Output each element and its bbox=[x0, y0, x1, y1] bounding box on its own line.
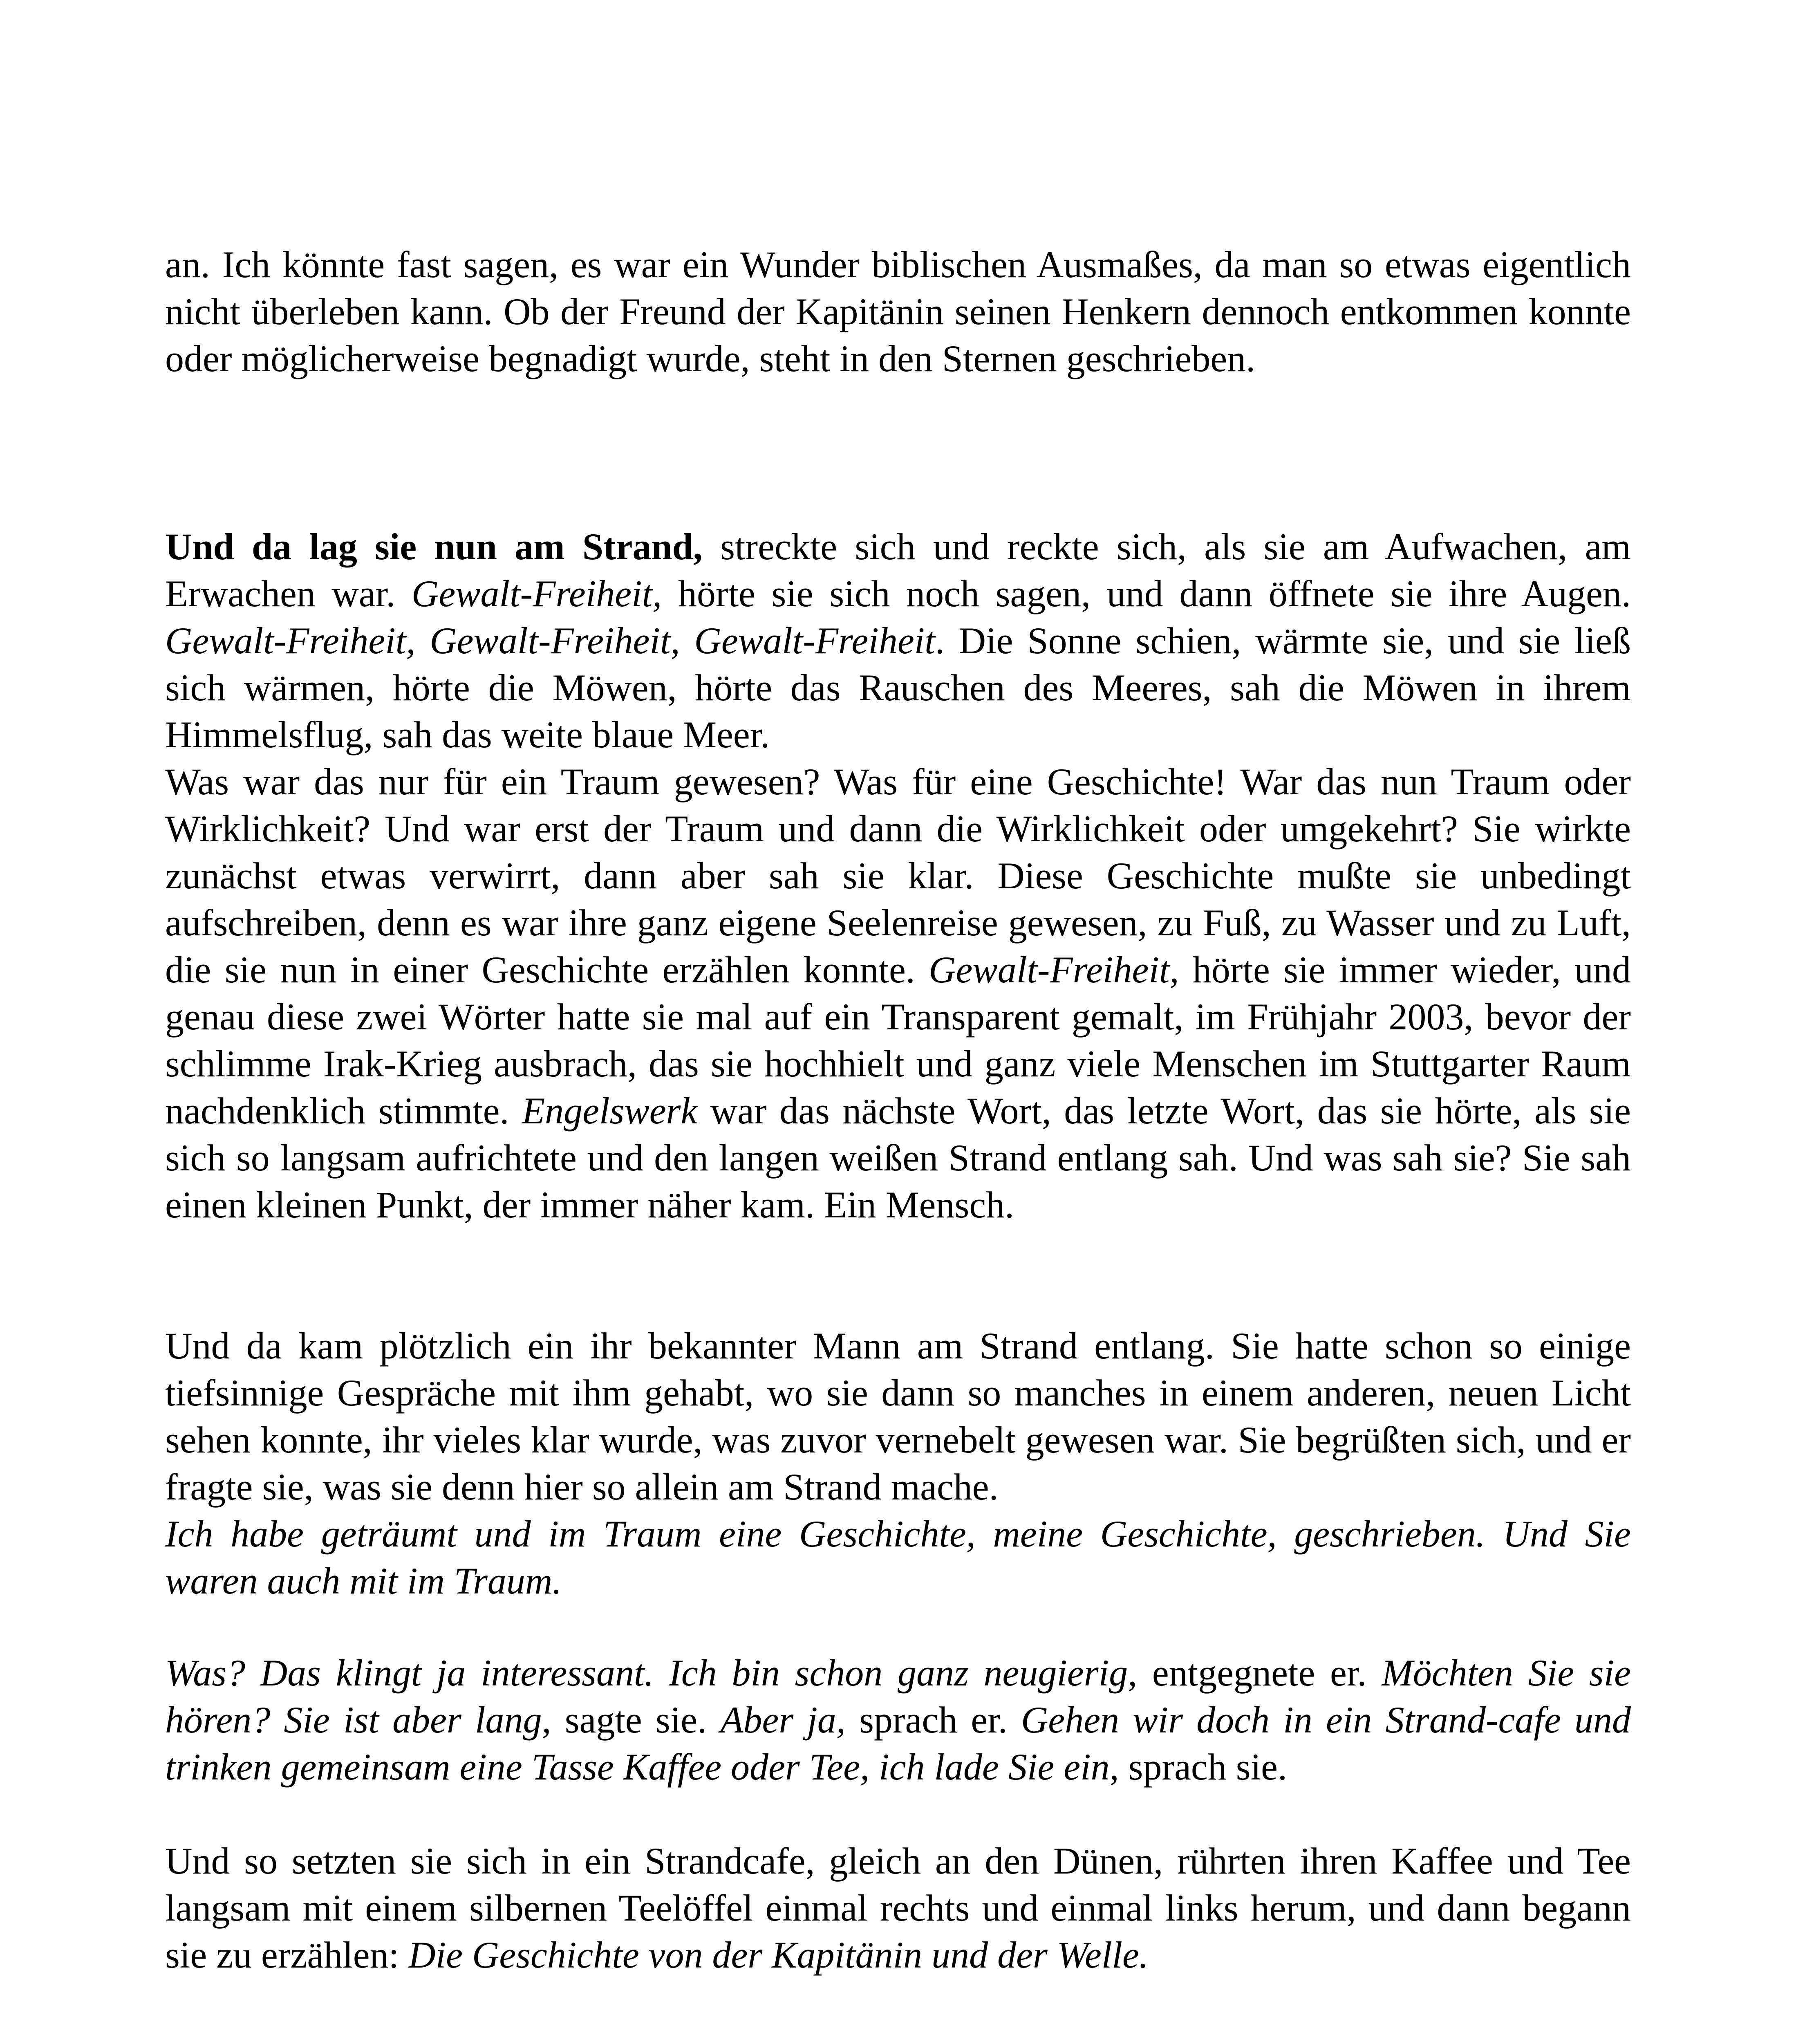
italic-text-run: Ich habe geträumt und im Traum eine Geschichte, meine Geschichte, geschrieben. Und Sie waren auch mit im Traum. bbox=[165, 1513, 1631, 1602]
text-run: streckte sich und reckte sich, als sie am Aufwachen, am Erwachen war. bbox=[165, 526, 1631, 614]
paragraph-1 bbox=[165, 241, 1631, 382]
paragraph-4 bbox=[165, 1650, 1631, 1791]
italic-text-run: Gehen wir doch in ein Strand-cafe und trinken gemeinsam eine Tasse Kaffee oder Tee, ich lade Sie ein bbox=[165, 1699, 1631, 1788]
text-run: an. Ich könnte fast sagen, es war ein Wunder biblischen Ausmaßes, da man so etwas eigentlich nicht überleben kann. Ob der Freund der Kapitänin seinen Henkern dennoch entkommen konnte oder möglicherweise begnadigt wurde, steht in den Sternen geschrieben. bbox=[165, 244, 1631, 379]
text-run: war das nächste Wort, das letzte Wort, das sie hörte, als sie sich so langsam aufrichtete und den langen weißen Strand entlang sah. Und was sah sie? Sie sah einen kleinen Punkt, der immer näher kam. Ein Mensch. bbox=[165, 1090, 1631, 1226]
italic-text-run: Aber ja, bbox=[720, 1699, 846, 1741]
italic-text-run: Die Geschichte von der Kapitänin und der Welle. bbox=[408, 1934, 1149, 1976]
paragraph-3 bbox=[165, 1322, 1631, 1605]
bold-text-run: Und da lag sie nun am Strand, bbox=[165, 526, 703, 567]
paragraph-5 bbox=[165, 1838, 1631, 1979]
text-run: , sprach sie. bbox=[1109, 1746, 1287, 1788]
text-run: Was war das nur für ein Traum gewesen? Was für eine Geschichte! War das nun Traum oder Wirklichkeit? Und war erst der Traum und dann die Wirklichkeit oder umgekehrt? Sie wirkte zunächst etwas verwirrt, dann aber sah sie klar. Diese Geschichte mußte sie unbedingt aufschreiben, denn es war ihre ganz eigene Seelenreise gewesen, zu Fuß, zu Wasser und zu Luft, die sie nun in einer Geschichte erzählen konnte. bbox=[165, 761, 1631, 991]
italic-text-run: Gewalt-Freiheit, bbox=[411, 573, 662, 614]
italic-text-run: Gewalt-Freiheit bbox=[694, 620, 935, 661]
text-run: sagte sie. bbox=[551, 1699, 721, 1741]
text-run: hörte sie sich noch sagen, und dann öffnete sie ihre Augen. bbox=[662, 573, 1631, 614]
text-run: entgegnete er. bbox=[1137, 1652, 1382, 1694]
italic-text-run: Gewalt-Freiheit, Gewalt-Freiheit bbox=[165, 620, 671, 661]
italic-text-run: Engelswerk bbox=[522, 1090, 698, 1132]
text-run: Und da kam plötzlich ein ihr bekannter Mann am Strand entlang. Sie hatte schon so einige tiefsinnige Gespräche mit ihm gehabt, wo sie dann so manches in einem anderen, neuen Licht sehen konnte, ihr vieles klar wurde, was zuvor vernebelt gewesen war. Sie begrüßten sich, und er fragte sie, was sie denn hier so allein am Strand mache. bbox=[165, 1325, 1631, 1508]
text-run: . Die Sonne schien, wärmte sie, und sie ließ sich wärmen, hörte die Möwen, hörte das Rauschen des Meeres, sah die Möwen in ihrem Himmelsflug, sah das weite blaue Meer. bbox=[165, 620, 1631, 755]
text-run: Und so setzten sie sich in ein Strandcafe, gleich an den Dünen, rührten ihren Kaffee und Tee langsam mit einem silbernen Teelöffel einmal rechts und einmal links herum, und dann begann sie zu erzählen: bbox=[165, 1840, 1631, 1976]
italic-text-run: Möchten Sie sie hören? Sie ist aber lang, bbox=[165, 1652, 1631, 1741]
italic-text-run: Gewalt-Freiheit, bbox=[929, 949, 1179, 991]
paragraph-2 bbox=[165, 523, 1631, 1228]
italic-text-run: Was? Das klingt ja interessant. Ich bin schon ganz neugierig, bbox=[165, 1652, 1138, 1694]
text-run: sprach er. bbox=[845, 1699, 1021, 1741]
text-run: hörte sie immer wieder, und genau diese zwei Wörter hatte sie mal auf ein Transparent gemalt, im Frühjahr 2003, bevor der schlimme Irak-Krieg ausbrach, das sie hochhielt und ganz viele Menschen im Stuttgarter Raum nachdenklich stimmte. bbox=[165, 949, 1631, 1132]
text-run: , bbox=[670, 620, 694, 661]
